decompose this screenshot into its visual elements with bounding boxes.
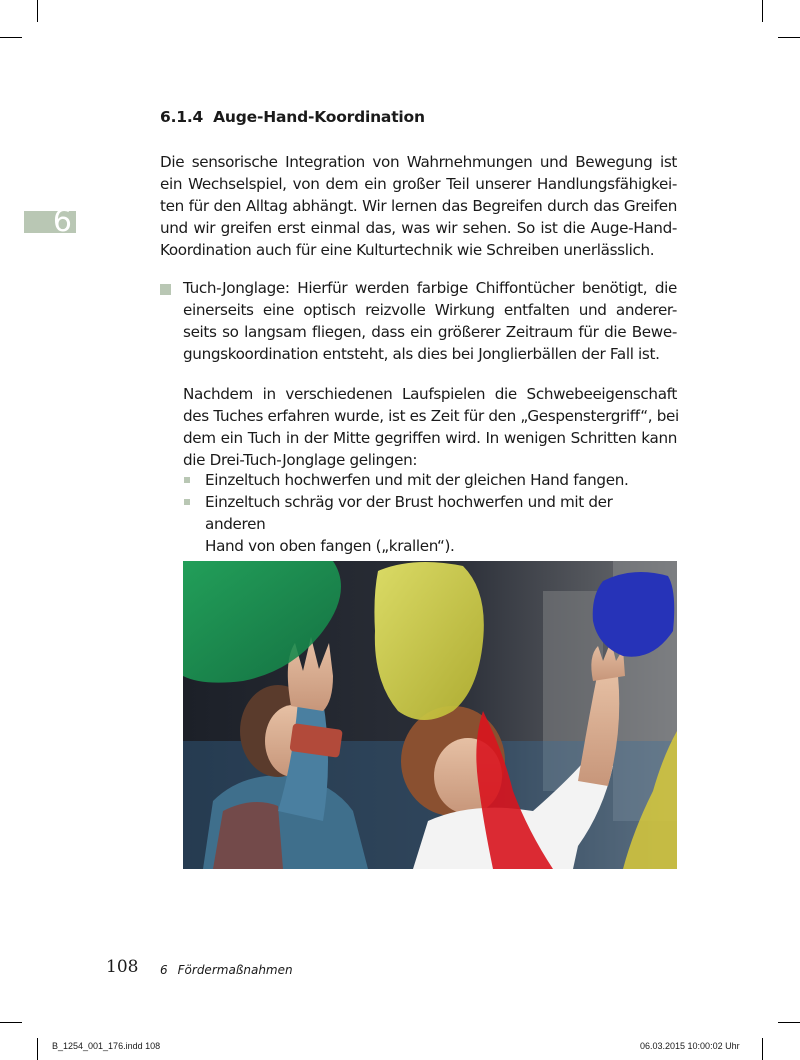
- section-title: Auge-Hand-Koordination: [213, 108, 425, 126]
- crop-mark: [37, 0, 38, 22]
- intro-paragraph: [160, 151, 677, 261]
- sub-bullet-marker: [184, 477, 190, 483]
- paragraph-line: des Tuches erfahren wurde, ist es Zeit für den „Gespenstergriff“, bei: [183, 407, 679, 425]
- paragraph-line: seits so langsam fliegen, dass ein größerer Zeitraum für die Bewe-: [183, 323, 677, 341]
- footer-chapter-title: Fördermaßnahmen: [177, 963, 293, 977]
- section-number: 6.1.4: [160, 108, 204, 126]
- chapter-tab: [24, 204, 76, 239]
- crop-mark: [0, 1022, 22, 1023]
- blue-scarf: [593, 572, 675, 657]
- running-footer: [160, 963, 293, 977]
- sub-bullet-text: Hand von oben fangen („krallen“).: [205, 537, 455, 555]
- sub-bullet-list: [183, 469, 677, 557]
- sub-bullet-text: Einzeltuch schräg vor der Brust hochwerfen und mit der anderen: [205, 493, 613, 533]
- footer-chapter-number: 6: [160, 963, 168, 977]
- scarf-vest: [213, 802, 283, 869]
- juggling-photo: [183, 561, 677, 869]
- crop-mark: [37, 1038, 38, 1060]
- sub-bullet-item: [183, 491, 677, 557]
- paragraph-line: Die sensorische Integration von Wahrnehmungen und Bewegung ist: [160, 153, 677, 171]
- paragraph-line: einerseits eine optisch reizvolle Wirkung entfalten und anderer-: [183, 301, 677, 319]
- paragraph-line: dem ein Tuch in der Mitte gegriffen wird. In wenigen Schritten kann: [183, 429, 677, 447]
- chapter-tab-number: 6: [52, 204, 72, 239]
- slug-timestamp: 06.03.2015 10:00:02 Uhr: [640, 1041, 740, 1051]
- crop-mark: [778, 37, 800, 38]
- follow-paragraph: [183, 383, 677, 471]
- paragraph-line: Koordination auch für eine Kulturtechnik wie Schreiben unerlässlich.: [160, 241, 655, 259]
- paragraph-line: Nachdem in verschiedenen Laufspielen die Schwebeeigenschaft: [183, 385, 677, 403]
- section-heading: [160, 108, 425, 126]
- sub-bullet-text: Einzeltuch hochwerfen und mit der gleichen Hand fangen.: [205, 471, 629, 489]
- sub-bullet-marker: [184, 499, 190, 505]
- photo-illustration: [183, 561, 677, 869]
- bullet-paragraph: [183, 277, 677, 365]
- paragraph-line: ein Wechselspiel, von dem ein großer Teil unserer Handlungsfähigkei-: [160, 175, 677, 193]
- slug-file: B_1254_001_176.indd 108: [52, 1041, 161, 1051]
- paragraph-line: ten für den Alltag abhängt. Wir lernen das Begreifen durch das Greifen: [160, 197, 677, 215]
- crop-mark: [762, 1038, 763, 1060]
- crop-mark: [778, 1022, 800, 1023]
- sub-bullet-item: [183, 469, 677, 491]
- page-number: 108: [106, 957, 139, 977]
- crop-mark: [0, 37, 22, 38]
- paragraph-line: Tuch-Jonglage: Hierfür werden farbige Chiffontücher benötigt, die: [183, 279, 677, 297]
- paragraph-line: und wir greifen erst einmal das, was wir sehen. So ist die Auge-Hand-: [160, 219, 677, 237]
- paragraph-line: gungskoordination entsteht, als dies bei Jonglierbällen der Fall ist.: [183, 345, 660, 363]
- bullet-marker: [160, 284, 171, 295]
- paragraph-line: die Drei-Tuch-Jonglage gelingen:: [183, 451, 418, 469]
- crop-mark: [762, 0, 763, 22]
